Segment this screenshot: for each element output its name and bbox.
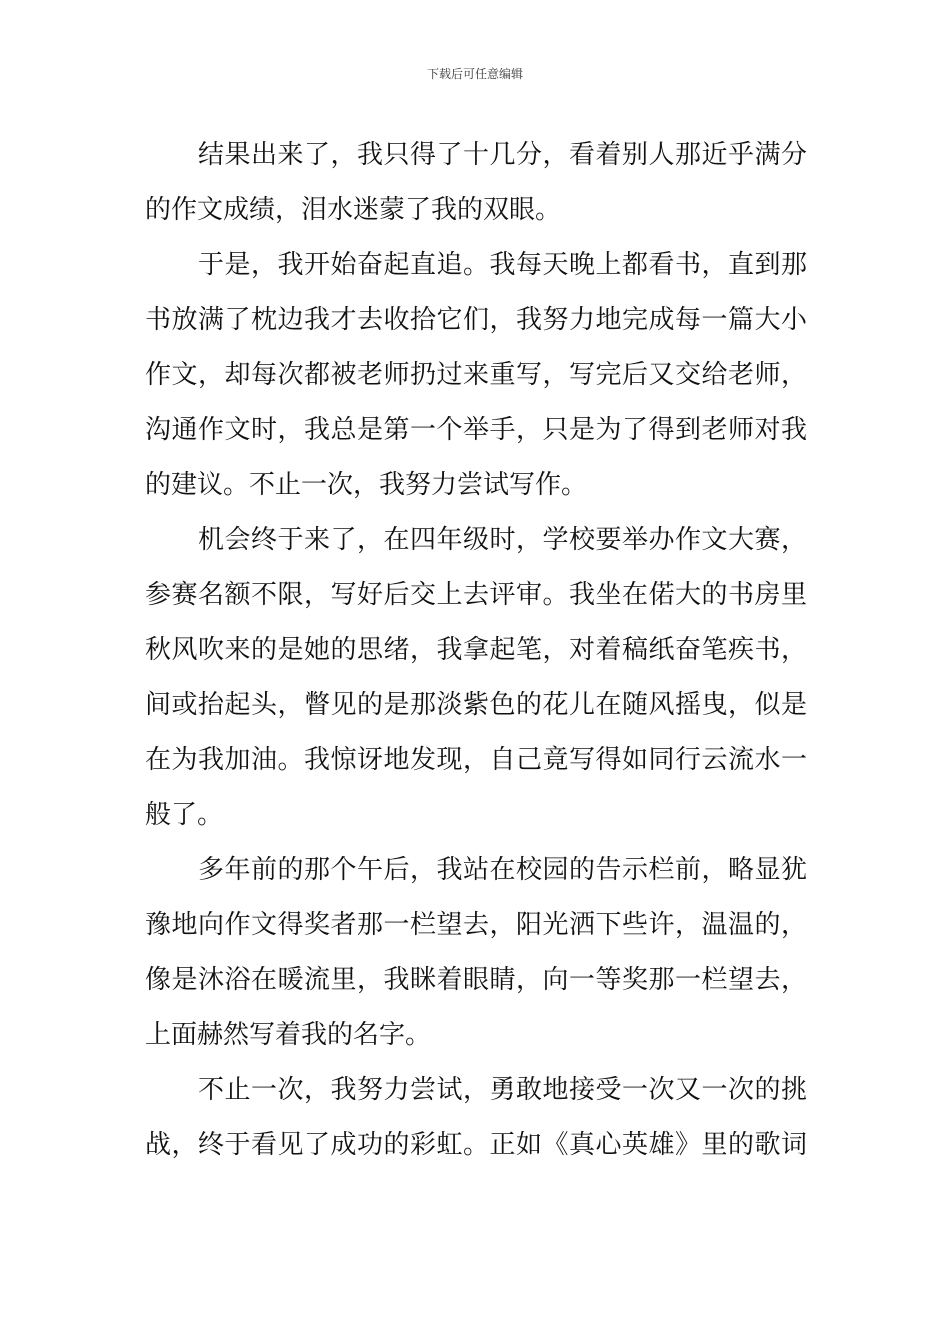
paragraph-2-line-4: 沟通作文时，我总是第一个举手，只是为了得到老师对我 (145, 415, 807, 445)
paragraph-1-line-1: 结果出来了，我只得了十几分，看着别人那近乎满分 (198, 140, 807, 170)
paragraph-3-line-6: 般了。 (145, 800, 224, 830)
paragraph-2-line-3: 作文，却每次都被老师扔过来重写，写完后又交给老师， (145, 360, 807, 390)
paragraph-3-line-4: 间或抬起头，瞥见的是那淡紫色的花儿在随风摇曳，似是 (145, 690, 807, 720)
paragraph-3-line-1: 机会终于来了，在四年级时，学校要举办作文大赛， (198, 525, 807, 555)
paragraph-1-line-2: 的作文成绩，泪水迷蒙了我的双眼。 (145, 195, 562, 225)
paragraph-3-line-2: 参赛名额不限，写好后交上去评审。我坐在偌大的书房里 (145, 580, 807, 610)
body-text (145, 128, 807, 1173)
paragraph-2-line-5: 的建议。不止一次，我努力尝试写作。 (145, 470, 588, 500)
paragraph-5-line-2: 战，终于看见了成功的彩虹。正如《真心英雄》里的歌词 (145, 1130, 807, 1160)
page-header: 下载后可任意编辑 (426, 67, 523, 81)
paragraph-5-line-1: 不止一次，我努力尝试，勇敢地接受一次又一次的挑 (198, 1075, 807, 1105)
paragraph-4-line-4: 上面赫然写着我的名字。 (145, 1020, 432, 1050)
paragraph-3-line-3: 秋风吹来的是她的思绪，我拿起笔，对着稿纸奋笔疾书， (145, 635, 807, 665)
paragraph-3-line-5: 在为我加油。我惊讶地发现，自己竟写得如同行云流水一 (145, 745, 807, 775)
paragraph-2-line-1: 于是，我开始奋起直追。我每天晚上都看书，直到那 (198, 250, 807, 280)
paragraph-4-line-1: 多年前的那个午后，我站在校园的告示栏前，略显犹 (198, 855, 807, 885)
paragraph-4-line-3: 像是沐浴在暖流里，我眯着眼睛，向一等奖那一栏望去， (145, 965, 807, 995)
paragraph-2-line-2: 书放满了枕边我才去收拾它们，我努力地完成每一篇大小 (145, 305, 807, 335)
paragraph-4-line-2: 豫地向作文得奖者那一栏望去，阳光洒下些许，温温的， (145, 910, 807, 940)
